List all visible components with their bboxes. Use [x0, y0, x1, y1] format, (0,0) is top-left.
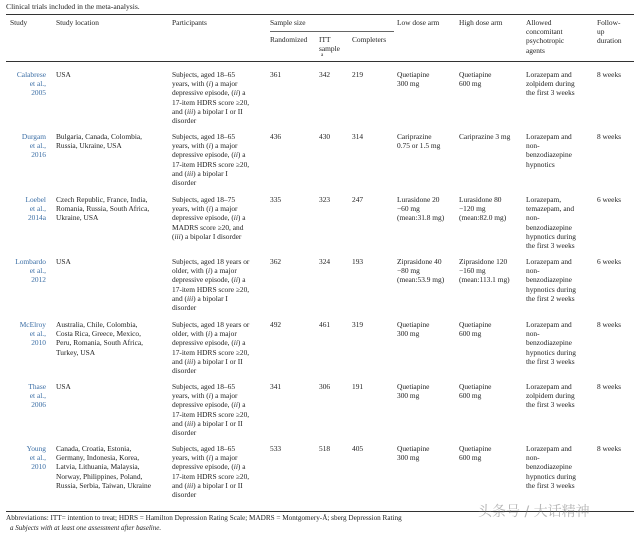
participants-description: Subjects, aged 18 years or — [172, 257, 250, 266]
high-dose-arm: (mean:82.0 mg) — [459, 213, 507, 223]
study-citation[interactable]: 2005 — [31, 88, 46, 98]
high-dose-arm: Lurasidone 80 — [459, 195, 502, 204]
study-location: Romania, Russia, South Africa, — [56, 204, 150, 214]
participants-description: and (iii) a bipolar I or II — [172, 418, 243, 428]
participants-description: disorder — [172, 178, 197, 187]
participants-description: MADRS score ≥20, and — [172, 222, 244, 232]
high-dose-arm: 600 mg — [459, 329, 482, 339]
high-dose-arm: Cariprazine 3 mg — [459, 132, 511, 141]
completers-count: 319 — [352, 320, 364, 329]
allowed-agents: Lorazepam, — [526, 195, 562, 204]
table-caption: Clinical trials included in the meta-analysis. — [6, 2, 140, 11]
allowed-agents: the first 3 weeks — [526, 241, 575, 250]
randomized-count: 361 — [270, 70, 282, 79]
header-itt: sample — [319, 44, 340, 54]
low-dose-arm: Lurasidone 20 — [397, 195, 440, 204]
participants-description: years, with (i) a major — [172, 204, 238, 214]
participants-description: 17-item HDRS score ≥20, — [172, 347, 250, 357]
allowed-agents: the first 3 weeks — [526, 480, 575, 490]
low-dose-arm: Ziprasidone 40 — [397, 257, 442, 266]
participants-description: depressive episode, (ii) a — [172, 400, 246, 410]
allowed-agents: benzodiazepine — [526, 275, 572, 285]
allowed-agents: hypnotics during — [526, 231, 576, 241]
allowed-agents: benzodiazepine — [526, 150, 572, 160]
allowed-agents: the first 3 weeks — [526, 88, 575, 98]
participants-description: Subjects, aged 18–65 — [172, 70, 236, 79]
low-dose-arm: 300 mg — [397, 329, 420, 339]
participants-description: disorder — [172, 366, 197, 375]
study-citation[interactable]: et al., — [29, 79, 46, 89]
participants-description: (iii) a bipolar I disorder — [172, 231, 242, 241]
participants-description: disorder — [172, 428, 197, 437]
table-top-rule — [6, 14, 634, 15]
allowed-agents: non- — [526, 453, 540, 463]
header-randomized: Randomized — [270, 35, 308, 44]
followup-duration: 8 weeks — [597, 132, 622, 141]
header-allowed-agents: psychotropic — [526, 36, 565, 46]
header-followup: up — [597, 27, 605, 37]
study-citation[interactable]: Thase — [28, 382, 46, 391]
header-followup: Follow- — [597, 18, 621, 27]
study-location: Russia, Ukraine, USA — [56, 141, 122, 151]
participants-description: and (iii) a bipolar I — [172, 293, 228, 303]
participants-description: older, with (i) a major — [172, 266, 237, 276]
study-citation[interactable]: Loebel — [25, 195, 46, 204]
header-high-dose: High dose arm — [459, 18, 503, 27]
study-location: Costa Rica, Greece, Mexico, — [56, 329, 141, 339]
allowed-agents: non- — [526, 141, 540, 151]
sample-size-rule — [270, 31, 394, 32]
study-citation[interactable]: 2016 — [31, 150, 46, 160]
study-location: Russia, Serbia, Taiwan, Ukraine — [56, 480, 151, 490]
allowed-agents: Lorazepam and — [526, 382, 572, 391]
randomized-count: 335 — [270, 195, 282, 204]
allowed-agents: hypnotics during — [526, 284, 576, 294]
completers-count: 247 — [352, 195, 364, 204]
low-dose-arm: 300 mg — [397, 391, 420, 401]
allowed-agents: non- — [526, 213, 540, 223]
study-location: USA — [56, 382, 71, 391]
followup-duration: 8 weeks — [597, 320, 622, 329]
participants-description: Subjects, aged 18 years or — [172, 320, 250, 329]
randomized-count: 492 — [270, 320, 282, 329]
participants-description: disorder — [172, 303, 197, 312]
study-location: Peru, Romania, South Africa, — [56, 338, 144, 348]
participants-description: 17-item HDRS score ≥20, — [172, 97, 250, 107]
followup-duration: 8 weeks — [597, 382, 622, 391]
low-dose-arm: (mean:53.9 mg) — [397, 275, 445, 285]
high-dose-arm: Quetiapine — [459, 320, 492, 329]
header-allowed-agents: Allowed — [526, 18, 552, 27]
allowed-agents: Lorazepam and — [526, 444, 572, 453]
watermark-text: 头条号 / 大话精神 — [478, 504, 590, 520]
header-itt: ITT — [319, 35, 331, 44]
low-dose-arm: 0.75 or 1.5 mg — [397, 141, 441, 151]
allowed-agents: the first 2 weeks — [526, 293, 575, 303]
participants-description: and (iii) a bipolar I or II — [172, 480, 243, 490]
study-location: Canada, Croatia, Estonia, — [56, 444, 132, 453]
high-dose-arm: −120 mg — [459, 204, 486, 214]
study-citation[interactable]: 2006 — [31, 400, 46, 410]
followup-duration: 8 weeks — [597, 444, 622, 453]
study-location: Bulgaria, Canada, Colombia, — [56, 132, 142, 141]
allowed-agents: Lorazepam and — [526, 257, 572, 266]
itt-footnote: a Subjects with at least one assessment after baseline. — [10, 524, 162, 532]
participants-description: disorder — [172, 116, 197, 125]
participants-description: years, with (i) a major — [172, 391, 238, 401]
low-dose-arm: (mean:31.8 mg) — [397, 213, 445, 223]
study-location: USA — [56, 257, 71, 266]
header-study: Study — [10, 18, 28, 27]
itt-sample-count: 324 — [319, 257, 331, 266]
allowed-agents: zolpidem during — [526, 391, 575, 401]
allowed-agents: hypnotics — [526, 159, 555, 169]
participants-description: depressive episode, (ii) a — [172, 213, 246, 223]
participants-description: depressive episode, (ii) a — [172, 462, 246, 472]
participants-description: years, with (i) a major — [172, 141, 238, 151]
header-allowed-agents: concomitant — [526, 27, 563, 37]
study-citation[interactable]: 2010 — [31, 462, 46, 472]
completers-count: 405 — [352, 444, 364, 453]
study-location: Turkey, USA — [56, 347, 96, 357]
low-dose-arm: −60 mg — [397, 204, 420, 214]
study-citation[interactable]: McElroy — [19, 320, 46, 329]
study-citation[interactable]: Lombardo — [15, 257, 46, 266]
itt-sample-count: 306 — [319, 382, 331, 391]
study-citation[interactable]: Calabrese — [16, 70, 46, 79]
followup-duration: 6 weeks — [597, 195, 622, 204]
itt-sample-count: 323 — [319, 195, 331, 204]
low-dose-arm: Quetiapine — [397, 382, 430, 391]
randomized-count: 533 — [270, 444, 282, 453]
completers-count: 314 — [352, 132, 364, 141]
header-followup: duration — [597, 36, 622, 46]
study-citation[interactable]: et al., — [29, 391, 46, 401]
header-bottom-rule — [6, 61, 634, 62]
low-dose-arm: Quetiapine — [397, 320, 430, 329]
participants-description: disorder — [172, 490, 197, 499]
study-location: Australia, Chile, Colombia, — [56, 320, 138, 329]
allowed-agents: hypnotics during — [526, 347, 576, 357]
followup-duration: 6 weeks — [597, 257, 622, 266]
participants-description: 17-item HDRS score ≥20, — [172, 284, 250, 294]
header-allowed-agents: agents — [526, 45, 545, 55]
completers-count: 219 — [352, 70, 364, 79]
high-dose-arm: Ziprasidone 120 — [459, 257, 508, 266]
allowed-agents: zolpidem during — [526, 79, 575, 89]
participants-description: 17-item HDRS score ≥20, — [172, 471, 250, 481]
allowed-agents: the first 3 weeks — [526, 356, 575, 366]
study-citation[interactable]: et al., — [29, 204, 46, 214]
allowed-agents: non- — [526, 266, 540, 276]
participants-description: years, with (i) a major — [172, 79, 238, 89]
participants-description: and (iii) a bipolar I or II — [172, 106, 243, 116]
low-dose-arm: Quetiapine — [397, 70, 430, 79]
itt-sample-count: 342 — [319, 70, 331, 79]
low-dose-arm: Cariprazine — [397, 132, 432, 141]
high-dose-arm: (mean:113.1 mg) — [459, 275, 510, 285]
study-location: USA — [56, 70, 71, 79]
participants-description: years, with (i) a major — [172, 453, 238, 463]
allowed-agents: benzodiazepine — [526, 222, 572, 232]
participants-description: older, with (i) a major — [172, 329, 237, 339]
allowed-agents: hypnotics during — [526, 471, 576, 481]
high-dose-arm: Quetiapine — [459, 382, 492, 391]
participants-description: depressive episode, (ii) a — [172, 150, 246, 160]
low-dose-arm: −80 mg — [397, 266, 420, 276]
allowed-agents: benzodiazepine — [526, 462, 572, 472]
header-sample-size: Sample size — [270, 18, 306, 27]
randomized-count: 362 — [270, 257, 282, 266]
study-citation[interactable]: Young — [26, 444, 46, 453]
participants-description: depressive episode, (ii) a — [172, 338, 246, 348]
header-location: Study location — [56, 18, 99, 27]
study-location: Germany, Indonesia, Korea, — [56, 453, 140, 463]
high-dose-arm: −160 mg — [459, 266, 486, 276]
allowed-agents: temazepam, and — [526, 204, 575, 214]
study-citation[interactable]: et al., — [29, 453, 46, 463]
randomized-count: 341 — [270, 382, 282, 391]
participants-description: 17-item HDRS score ≥20, — [172, 409, 250, 419]
high-dose-arm: 600 mg — [459, 79, 482, 89]
study-location: Norway, Philippines, Poland, — [56, 471, 143, 481]
completers-count: 193 — [352, 257, 364, 266]
allowed-agents: Lorazepam and — [526, 132, 572, 141]
header-completers: Completers — [352, 35, 387, 44]
study-location: Czech Republic, France, India, — [56, 195, 148, 204]
participants-description: Subjects, aged 18–65 — [172, 382, 236, 391]
completers-count: 191 — [352, 382, 364, 391]
study-citation[interactable]: 2012 — [31, 275, 46, 285]
study-citation[interactable]: et al., — [29, 141, 46, 151]
participants-description: Subjects, aged 18–75 — [172, 195, 236, 204]
high-dose-arm: 600 mg — [459, 391, 482, 401]
low-dose-arm: Quetiapine — [397, 444, 430, 453]
participants-description: and (iii) a bipolar I or II — [172, 356, 243, 366]
participants-description: and (iii) a bipolar I — [172, 168, 228, 178]
participants-description: depressive episode, (ii) a — [172, 88, 246, 98]
itt-sample-count: 461 — [319, 320, 331, 329]
participants-description: Subjects, aged 18–65 — [172, 444, 236, 453]
itt-sample-count: 518 — [319, 444, 331, 453]
study-location: Latvia, Lithuania, Malaysia, — [56, 462, 140, 472]
study-citation[interactable]: Durgam — [21, 132, 46, 141]
study-citation[interactable]: et al., — [29, 266, 46, 276]
study-citation[interactable]: et al., — [29, 329, 46, 339]
header-participants: Participants — [172, 18, 207, 27]
study-citation[interactable]: 2010 — [31, 338, 46, 348]
header-low-dose: Low dose arm — [397, 18, 440, 27]
high-dose-arm: 600 mg — [459, 453, 482, 463]
randomized-count: 436 — [270, 132, 282, 141]
study-location: Ukraine, USA — [56, 213, 99, 223]
participants-description: depressive episode, (ii) a — [172, 275, 246, 285]
study-citation[interactable]: 2014a — [27, 213, 46, 223]
itt-sample-count: 430 — [319, 132, 331, 141]
followup-duration: 8 weeks — [597, 70, 622, 79]
participants-description: Subjects, aged 18–65 — [172, 132, 236, 141]
low-dose-arm: 300 mg — [397, 79, 420, 89]
allowed-agents: Lorazepam and — [526, 70, 572, 79]
allowed-agents: Lorazepam and — [526, 320, 572, 329]
participants-description: 17-item HDRS score ≥20, — [172, 159, 250, 169]
abbreviations-footnote: Abbreviations: ITT= intention to treat; HDRS = Hamilton Depression Rating Scale; MADRS = Montgomery-Å; sberg Depression Rating — [6, 514, 402, 522]
allowed-agents: non- — [526, 329, 540, 339]
low-dose-arm: 300 mg — [397, 453, 420, 463]
allowed-agents: benzodiazepine — [526, 338, 572, 348]
high-dose-arm: Quetiapine — [459, 444, 492, 453]
high-dose-arm: Quetiapine — [459, 70, 492, 79]
allowed-agents: the first 3 weeks — [526, 400, 575, 410]
header-itt-superscript: a — [321, 53, 324, 58]
